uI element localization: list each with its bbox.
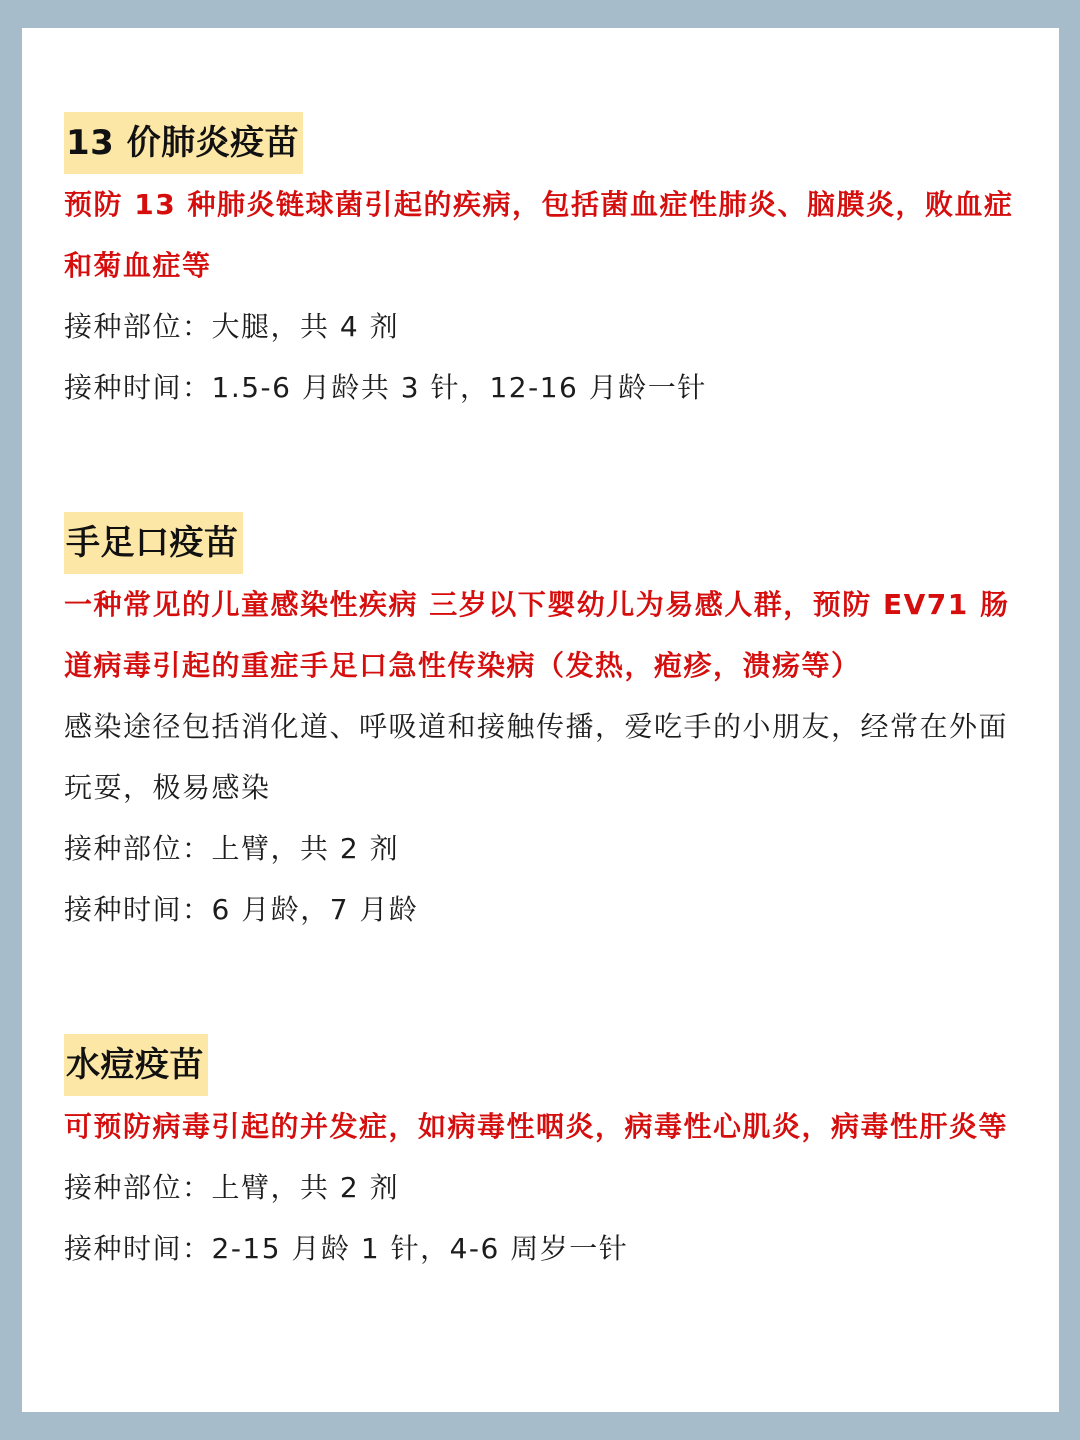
section-title: 13 价肺炎疫苗	[64, 112, 303, 174]
injection-schedule: 接种时间：6 月龄，7 月龄	[64, 893, 419, 926]
section-description: 预防 13 种肺炎链球菌引起的疾病，包括菌血症性肺炎、脑膜炎，败血症和菊血症等	[64, 188, 1014, 282]
injection-schedule: 接种时间：1.5-6 月龄共 3 针，12-16 月龄一针	[64, 371, 707, 404]
section-title: 手足口疫苗	[64, 512, 243, 574]
injection-site: 接种部位：上臂，共 2 剂	[64, 1171, 400, 1204]
infection-note: 感染途径包括消化道、呼吸道和接触传播，爱吃手的小朋友，经常在外面玩耍，极易感染	[64, 710, 1009, 804]
section-description: 一种常见的儿童感染性疾病 三岁以下婴幼儿为易感人群，预防 EV71 肠道病毒引起的重症手足口急性传染病（发热，疱疹，溃疡等）	[64, 588, 1010, 682]
vaccine-section-hand-foot-mouth	[64, 512, 1024, 940]
vaccine-section-pneumococcal	[64, 112, 1024, 418]
vaccine-section-varicella	[64, 1034, 1024, 1279]
injection-site: 接种部位：大腿，共 4 剂	[64, 310, 400, 343]
section-title: 水痘疫苗	[64, 1034, 208, 1096]
injection-schedule: 接种时间：2-15 月龄 1 针，4-6 周岁一针	[64, 1232, 629, 1265]
content-card	[22, 28, 1059, 1412]
injection-site: 接种部位：上臂，共 2 剂	[64, 832, 400, 865]
section-description: 可预防病毒引起的并发症，如病毒性咽炎，病毒性心肌炎，病毒性肝炎等	[64, 1110, 1009, 1143]
